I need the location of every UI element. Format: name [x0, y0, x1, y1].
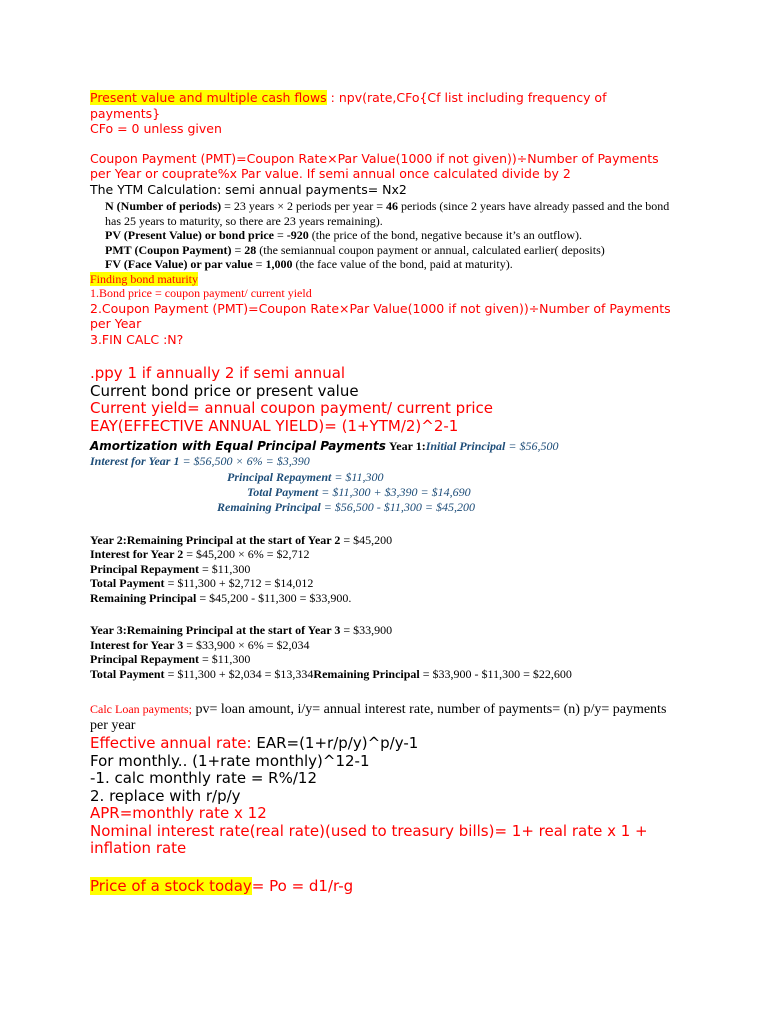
pv-title: Present value and multiple cash flows	[90, 90, 327, 105]
year3-remaining-text: = $33,900 - $11,300 = $22,600	[419, 666, 572, 681]
monthly-step-2: 2. replace with r/p/y	[90, 786, 241, 805]
year3-total-label: Total Payment	[90, 666, 165, 681]
ppy-note: .ppy 1 if annually 2 if semi annual	[90, 364, 346, 382]
amort-interest-line	[90, 454, 680, 469]
amort-total-line	[90, 485, 680, 500]
ytm-fv-text1: =	[252, 257, 266, 271]
stock-price-label: Price of a stock today	[90, 876, 252, 895]
coupon-formula: Coupon Payment (PMT)=Coupon Rate×Par Value(1000 if not given))÷Number of Payments per Year or couprate%x Par value. If semi annual once calculated divide by 2	[90, 150, 659, 181]
amort-principal-text: = $11,300	[331, 470, 384, 484]
ytm-pmt-text1: =	[231, 242, 245, 257]
ytm-n-line	[90, 199, 680, 228]
finding-title-line	[90, 272, 680, 287]
pv-text: : npv(rate,CFo{Cf list including frequency of payments}	[90, 90, 607, 121]
year2-start-line	[90, 533, 680, 548]
cfo-note: CFo = 0 unless given	[90, 121, 222, 136]
finding-title: Finding bond maturity	[90, 271, 198, 286]
year3-total-text: = $11,300 + $2,034 = $13,334	[164, 666, 314, 681]
year3-start-line	[90, 623, 680, 638]
monthly-formula: For monthly.. (1+rate monthly)^12-1	[90, 751, 370, 770]
year3-principal-line	[90, 652, 680, 667]
ytm-pv-text1: =	[274, 228, 287, 242]
ytm-calc: The YTM Calculation: semi annual payments= Nx2	[90, 181, 407, 197]
year2-interest-line	[90, 547, 680, 562]
monthly-step-1: -1. calc monthly rate = R%/12	[90, 769, 317, 787]
year2-start-label: Year 2:Remaining Principal at the start of Year 2	[90, 532, 341, 547]
ear-label: Effective annual rate:	[90, 734, 252, 752]
ytm-fv-text2: (the face value of the bond, paid at maturity).	[292, 257, 513, 271]
stock-price-text: = Po = d1/r-g	[251, 876, 354, 895]
pv-section	[90, 90, 680, 121]
year3-interest-text: = $33,900 × 6% = $2,034	[183, 637, 310, 652]
year2-principal-line	[90, 562, 680, 577]
year2-interest-label: Interest for Year 2	[90, 547, 184, 561]
amort-remaining-label: Remaining Principal	[217, 500, 321, 514]
year2-remaining-line	[90, 591, 680, 606]
ytm-pmt-text2: (the semiannual coupon payment or annual, calculated earlier( deposits)	[256, 242, 605, 257]
apr-formula: APR=monthly rate x 12	[90, 804, 267, 822]
amort-remaining-text: = $56,500 - $11,300 = $45,200	[320, 500, 475, 514]
amort-total-text: = $11,300 + $3,390 = $14,690	[318, 484, 471, 499]
ytm-pmt-line	[90, 243, 680, 258]
year2-remaining-text: = $45,200 - $11,300 = $33,900.	[196, 590, 352, 605]
year2-remaining-label: Remaining Principal	[90, 590, 197, 605]
ytm-pmt-value: 28	[244, 242, 257, 257]
ytm-pv-text2: (the price of the bond, negative because it’s an outflow).	[308, 228, 583, 242]
year3-interest-label: Interest for Year 3	[90, 637, 184, 652]
amort-title: Amortization with Equal Principal Payments	[90, 439, 386, 453]
ytm-pv-value: -920	[286, 228, 309, 242]
amort-principal-line	[90, 470, 680, 485]
ytm-pmt-label: PMT (Coupon Payment)	[105, 242, 232, 257]
ytm-pv-label: PV (Present Value) or bond price	[105, 228, 275, 242]
calc-loan-text: pv= loan amount, i/y= annual interest rate, number of payments= (n) p/y= payments per year	[90, 702, 667, 733]
ear-text: EAR=(1+r/p/y)^p/y-1	[251, 734, 419, 752]
ytm-n-text2: periods (since 2 years have already passed and the bond has 25 years to maturity, so there are 23 years remaining).	[105, 199, 670, 228]
year2-interest-text: = $45,200 × 6% = $2,712	[183, 547, 310, 561]
stock-price-line	[90, 878, 680, 896]
year2-principal-text: = $11,300	[199, 561, 251, 576]
finding-step-1: 1.Bond price = coupon payment/ current yield	[90, 286, 312, 300]
amort-remaining-line	[90, 500, 680, 515]
current-bond-price: Current bond price or present value	[90, 381, 359, 400]
ytm-n-value: 46	[386, 199, 399, 213]
amort-principal-label: Principal Repayment	[227, 470, 332, 484]
ytm-pv-line	[90, 228, 680, 243]
year2-start-text: = $45,200	[340, 532, 393, 547]
year3-total-line	[90, 667, 680, 682]
document-page	[90, 90, 680, 895]
year3-remaining-label: Remaining Principal	[313, 666, 420, 681]
amort-interest-text: = $56,500 × 6% = $3,390	[179, 453, 310, 468]
ytm-n-label: N (Number of periods)	[105, 199, 222, 213]
year2-total-text: = $11,300 + $2,712 = $14,012	[164, 576, 314, 590]
amort-interest-label: Interest for Year 1	[90, 453, 180, 468]
amort-total-label: Total Payment	[247, 484, 319, 499]
ytm-fv-line	[90, 257, 680, 272]
year3-start-text: = $33,900	[340, 623, 393, 637]
amort-year1-label: Year 1:	[388, 439, 426, 453]
amort-initial-label: Initial Principal	[425, 439, 506, 453]
year3-principal-text: = $11,300	[199, 652, 251, 666]
year3-principal-label: Principal Repayment	[90, 652, 199, 666]
calc-loan-line	[90, 701, 680, 734]
nominal-rate: Nominal interest rate(real rate)(used to treasury bills)= 1+ real rate x 1 + inflation rate	[90, 821, 648, 857]
year2-total-label: Total Payment	[90, 576, 165, 590]
year2-total-line	[90, 576, 680, 591]
eay-formula: EAY(EFFECTIVE ANNUAL YIELD)= (1+YTM/2)^2-1	[90, 416, 459, 435]
ytm-fv-label: FV (Face Value) or par value	[105, 257, 253, 271]
year3-start-label: Year 3:Remaining Principal at the start of Year 3	[90, 623, 341, 637]
ytm-fv-value: 1,000	[265, 257, 293, 271]
year3-interest-line	[90, 638, 680, 653]
finding-step-3: 3.FIN CALC :N?	[90, 331, 184, 347]
finding-step-2: 2.Coupon Payment (PMT)=Coupon Rate×Par Value(1000 if not given))÷Number of Payments per Year	[90, 300, 671, 331]
amort-initial-text: = $56,500	[505, 439, 559, 453]
ear-line	[90, 735, 680, 753]
ytm-n-text1: = 23 years × 2 periods per year =	[221, 199, 387, 213]
current-yield: Current yield= annual coupon payment/ current price	[90, 399, 494, 417]
amort-title-line	[90, 439, 680, 454]
year2-principal-label: Principal Repayment	[90, 561, 199, 576]
calc-loan-label: Calc Loan payments;	[90, 702, 192, 716]
